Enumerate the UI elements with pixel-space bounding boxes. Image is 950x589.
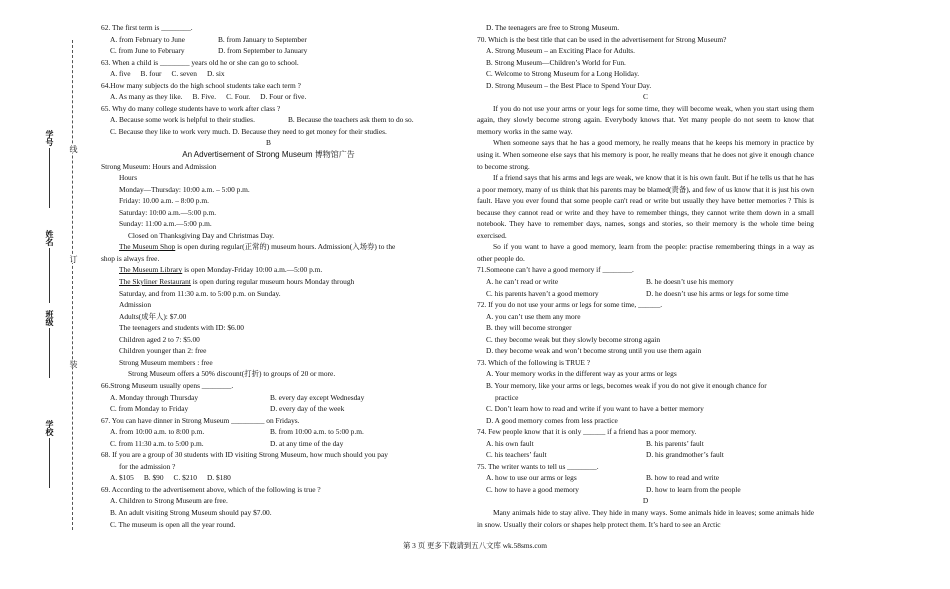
question-stem: 62. The first term is ________. [101, 23, 193, 32]
option: A. Monday through Thursday [110, 392, 199, 402]
option: B. how to read and write [646, 473, 720, 483]
question-stem: 65. Why do many college students have to work after class ? [101, 103, 281, 113]
option: A. from 10:00 a.m. to 8:00 p.m. [110, 427, 205, 437]
question-stem: 72. If you do not use your arms or legs for some time, ______. [477, 300, 663, 310]
options-row [101, 114, 436, 126]
hours-line: Monday—Thursday: 10:00 a.m. – 5:00 p.m. [119, 184, 250, 194]
option: C. from June to February [110, 46, 185, 56]
question-stem-cont: for the admission ? [119, 461, 176, 471]
options-row: C. Because they like to work very much. D. Because they need to get money for their studies. [110, 126, 387, 136]
option: C. from 11:30 a.m. to 5:00 p.m. [110, 438, 204, 448]
price-line: Adults(成年人): $7.00 [119, 311, 187, 321]
options-row [477, 438, 814, 450]
options-row [101, 426, 436, 438]
option: C. Four. [226, 92, 251, 102]
section-heading-c: C [643, 92, 648, 102]
passage-paragraph: If a friend says that his arms and legs are weak, we know that it is his own fault. But if he tells us that he has a poor memory, many of us think that his parents may be blamed(责备), and few of us know that it is just his own fault. Have you ever found that some people can't read or write but usually they have better memories ? This is because they cannot read or write and they have to remember things, they cannot write them down in a small notebook. They have to remember days, names, songs and stories, so their memory is the whole time being exercised. [477, 173, 814, 240]
option: D. The teenagers are free to Strong Museum. [486, 23, 620, 32]
ad-title: An Advertisement of Strong Museum 博物馆广告 [182, 150, 355, 160]
option: C. The museum is open all the year round. [110, 519, 236, 529]
question-stem: 69. According to the advertisement above, which of the following is true ? [101, 484, 321, 494]
option: B. Five. [192, 92, 217, 102]
section-heading-b: B [266, 138, 271, 148]
price-line: Strong Museum members : free [119, 357, 213, 367]
shop-text: is open during regular(正常的) museum hours. Admission(入场券) to the [175, 242, 396, 252]
shop-info [101, 241, 436, 253]
name-label: 姓名 [45, 230, 54, 246]
staple-mark: 订 [69, 255, 78, 263]
option: D. Four or five. [260, 92, 307, 102]
price-line: Children aged 2 to 7: $5.00 [119, 334, 200, 344]
question-stem: 73. Which of the following is TRUE ? [477, 357, 591, 367]
option: C. how to have a good memory [486, 484, 579, 494]
option: C. seven [171, 69, 197, 79]
shop-name: The Museum Shop [119, 242, 176, 252]
library-text: is open Monday-Friday 10:00 a.m.—5:00 p.m. [182, 265, 323, 275]
option: A. $105 [110, 473, 134, 483]
option: A. he can’t read or write [486, 277, 559, 287]
options-row [477, 484, 814, 496]
options-row [477, 288, 814, 300]
option: A. you can’t use them any more [486, 311, 581, 321]
section-heading-d: D [642, 496, 649, 506]
option: D. from September to January [218, 46, 308, 56]
option: A. how to use our arms or legs [486, 473, 577, 483]
hours-line: Friday: 10.00 a.m. – 8:00 p.m. [119, 196, 209, 206]
option: D. they become weak and won’t become strong until you use them again [486, 346, 702, 356]
price-line: The teenagers and students with ID: $6.00 [119, 323, 244, 333]
options-row [101, 68, 436, 80]
option: C. Don’t learn how to read and write if you want to have a better memory [486, 404, 704, 414]
option: B. Because the teachers ask them to do so. [288, 115, 414, 125]
question-stem: 70. Which is the best title that can be used in the advertisement for Strong Museum? [477, 34, 727, 44]
option: D. every day of the week [270, 404, 345, 414]
passage-paragraph: When someone says that he has a good memory, he really means that he keeps his memory in practice by using it. When someone else says that his memory is poor, he really means that he does not give it enough chance to become strong. [477, 138, 814, 171]
option: D. how to learn from the people [646, 484, 741, 494]
cut-line [72, 40, 73, 530]
options-row [101, 91, 436, 103]
school-field [44, 420, 55, 488]
options-row [477, 276, 814, 288]
options-row [101, 472, 436, 484]
option: B. An adult visiting Strong Museum should pay $7.00. [110, 507, 272, 517]
option: D. six [206, 69, 225, 79]
page-footer: 第 3 页 更多下载请到五八文库 wk.58sms.com [402, 541, 548, 550]
option: A. from February to June [110, 34, 185, 44]
passage-paragraph: Many animals hide to stay alive. They hide in many ways. Some animals hide in leaves; some animals hide in snow. Usually their colors or shapes help protect them. It’s hard to see an Arctic [477, 507, 814, 529]
option-cont: practice [495, 392, 519, 402]
price-line: Children younger than 2: free [119, 346, 207, 356]
options-row [477, 472, 814, 484]
option: B. from 10:00 a.m. to 5:00 p.m. [270, 427, 364, 437]
option: A. five [110, 69, 131, 79]
shop-info-cont: shop is always free. [101, 253, 160, 263]
question-stem: 74. Few people know that it is only ______ if a friend has a poor memory. [477, 427, 697, 437]
option: D. at any time of the day [270, 438, 344, 448]
restaurant-name: The Skyliner Restaurant [119, 277, 191, 287]
price-line: Strong Museum offers a 50% discount(打折) to groups of 20 or more. [128, 369, 336, 379]
question-stem: 75. The writer wants to tell us ________. [477, 461, 599, 471]
hours-line: Saturday: 10:00 a.m.—5:00 p.m. [119, 207, 217, 217]
option: D. his grandmother’s fault [646, 450, 724, 460]
option: C. Welcome to Strong Museum for a Long Holiday. [486, 69, 640, 79]
option: B. from January to September [218, 34, 307, 44]
ad-heading: Strong Museum: Hours and Admission [101, 161, 217, 171]
options-row [101, 438, 436, 450]
option: D. A good memory comes from less practice [486, 415, 618, 425]
options-row [101, 34, 436, 46]
passage-paragraph: So if you want to have a good memory, learn from the people: practise remembering things in a way as other people do. [477, 242, 814, 263]
question-stem: 63. When a child is ________ years old he or she can go to school. [101, 57, 299, 67]
right-column [477, 22, 814, 530]
option: C. his parents haven’t a good memory [486, 288, 599, 298]
hours-line: Sunday: 11:00 a.m.—5:00 p.m. [119, 219, 212, 229]
left-column [101, 22, 436, 530]
option: C. his teachers’ fault [486, 450, 547, 460]
passage-paragraph: If you do not use your arms or your legs for some time, they will become weak, when you start using them again, they slowly become strong again. Everybody knows that. Yet many people do not seem to know that memory works in the same way. [477, 103, 814, 136]
option: B. they will become stronger [486, 323, 572, 333]
question-stem: 64.How many subjects do the high school students take each term ? [101, 80, 301, 90]
option: A. As many as they like. [110, 92, 183, 102]
option: B. Your memory, like your arms or legs, becomes weak if you do not give it enough chance for [486, 380, 767, 390]
option: D. he doesn’t use his arms or legs for some time [646, 288, 789, 298]
option: B. every day except Wednesday [270, 392, 365, 402]
option: B. Strong Museum—Children’s World for Fun. [486, 57, 626, 67]
option: A. Your memory works in the different way as your arms or legs [486, 369, 677, 379]
hours-line: Closed on Thanksgiving Day and Christmas Day. [128, 230, 275, 240]
options-row [101, 403, 436, 415]
restaurant-info [101, 276, 436, 288]
option: C. they become weak but they slowly become strong again [486, 334, 661, 344]
school-label: 学校 [45, 420, 54, 436]
line-mark: 线 [69, 145, 78, 153]
options-row [101, 45, 436, 57]
restaurant-info-cont: Saturday, and from 11:30 a.m. to 5:00 p.m. on Sunday. [119, 288, 281, 298]
name-field [44, 230, 55, 303]
binding-margin [42, 40, 88, 530]
library-info [101, 264, 436, 276]
option: C. from Monday to Friday [110, 404, 189, 414]
restaurant-text: is open during regular museum hours Monday through [190, 277, 355, 287]
option: B. his parents’ fault [646, 438, 704, 448]
option: B. $90 [143, 473, 164, 483]
student-id-field [44, 130, 55, 208]
binding-mark: 装 [69, 360, 78, 368]
option: A. Strong Museum – an Exciting Place for Adults. [486, 46, 636, 56]
question-stem: 67. You can have dinner in Strong Museum _________ on Fridays. [101, 415, 300, 425]
option: D. Strong Museum – the Best Place to Spend Your Day. [486, 80, 652, 90]
option: B. he doesn’t use his memory [646, 277, 734, 287]
class-field [44, 310, 55, 378]
hours-label: Hours [119, 173, 138, 183]
option: C. $210 [173, 473, 197, 483]
option: A. Children to Strong Museum are free. [110, 496, 228, 506]
question-stem: 71.Someone can’t have a good memory if ________. [477, 265, 634, 275]
option: D. $180 [206, 473, 231, 483]
library-name: The Museum Library [119, 265, 183, 275]
question-stem: 66.Strong Museum usually opens ________. [101, 380, 234, 390]
options-row [101, 392, 436, 404]
admission-label: Admission [119, 300, 152, 310]
question-stem: 68. If you are a group of 30 students with ID visiting Strong Museum, how much should you pay [101, 450, 388, 460]
option: A. Because some work is helpful to their studies. [110, 115, 255, 125]
option: A. his own fault [486, 438, 534, 448]
option: B. four [140, 69, 162, 79]
class-label: 班级 [45, 310, 54, 326]
options-row [477, 449, 814, 461]
student-id-label: 学号 [45, 130, 54, 146]
